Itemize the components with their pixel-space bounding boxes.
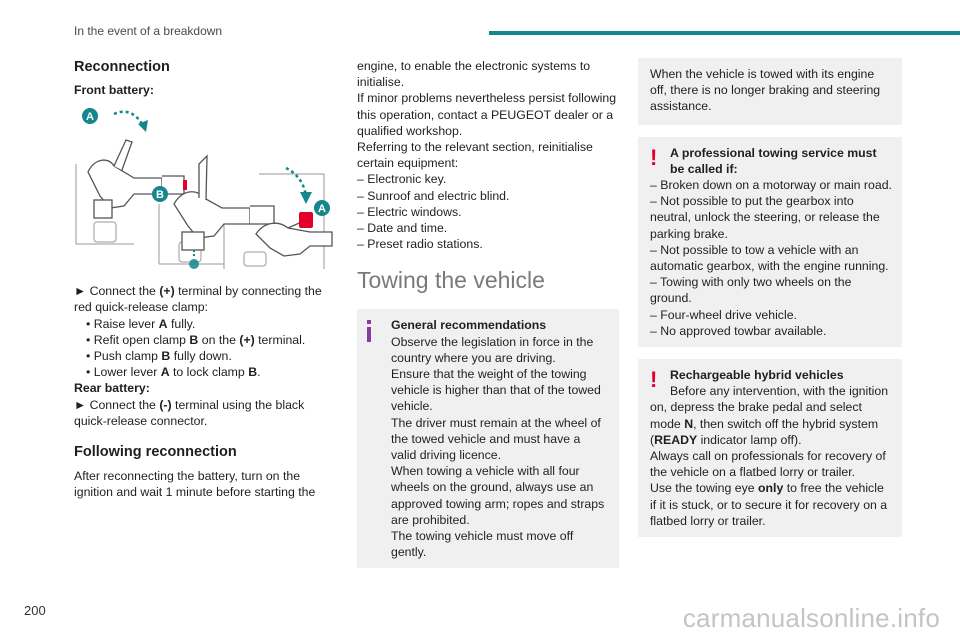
page-number: 200: [24, 603, 46, 618]
towed-engine-off-box: [638, 58, 902, 125]
recommendation-line: The towing vehicle must move off gently.: [391, 529, 574, 560]
list-item: – Date and time.: [357, 221, 448, 236]
battery-clamp-illustration: [74, 104, 334, 269]
warning-icon: !: [650, 367, 658, 393]
list-item: – Not possible to tow a vehicle with an automatic gearbox, with the engine running.: [650, 242, 889, 274]
warning-icon: !: [650, 144, 658, 170]
list-item: – Not possible to put the gearbox into neutral, unlock the steering, or release the parking brake.: [650, 194, 880, 241]
reinitialise-text: Referring to the relevant section, reinitialise certain equipment:: [357, 140, 593, 171]
general-recommendations-box: [357, 309, 619, 568]
list-item: – Towing with only two wheels on the ground.: [650, 275, 852, 306]
recommendation-line: Ensure that the weight of the towing vehicle is higher than that of the towed vehicle.: [391, 367, 601, 414]
front-battery-label: Front battery:: [74, 83, 154, 97]
bullet-raise-lever: • Raise lever A fully.: [86, 316, 196, 331]
professional-towing-box: [638, 137, 902, 347]
towing-section-title: Towing the vehicle: [357, 267, 545, 294]
front-step: ► Connect the (+) terminal by connecting the red quick-release clamp:: [74, 284, 322, 315]
bullet-refit-clamp: • Refit open clamp B on the (+) terminal.: [86, 332, 306, 347]
bullet-push-clamp: • Push clamp B fully down.: [86, 349, 232, 364]
reconnection-heading: Reconnection: [74, 59, 170, 75]
rear-step: ► Connect the (-) terminal using the black quick-release connector.: [74, 397, 305, 428]
illus-label-a2: A: [318, 203, 326, 216]
list-item: – Four-wheel drive vehicle.: [650, 307, 797, 322]
towed-engine-off-text: When the vehicle is towed with its engine off, there is no longer braking and steering assistance.: [650, 67, 881, 114]
minor-problems-text: If minor problems nevertheless persist following this operation, contact a PEUGEOT dealer or a qualified workshop.: [357, 91, 617, 138]
list-item: – Electric windows.: [357, 204, 462, 219]
recommendation-line: When towing a vehicle with all four wheels on the ground, always use an approved towing arm; ropes and straps are prohibited.: [391, 464, 605, 527]
column-1: [74, 58, 334, 500]
rear-battery-label: Rear battery:: [74, 381, 150, 396]
terminal-marker: [189, 259, 199, 269]
list-item: – Broken down on a motorway or main road.: [650, 178, 892, 193]
list-item: – No approved towbar available.: [650, 323, 827, 338]
illus-label-a1: A: [86, 111, 94, 124]
recommendation-line: Observe the legislation in force in the country where you are driving.: [391, 334, 594, 365]
watermark: carmanualsonline.info: [682, 603, 940, 633]
info-icon: [367, 320, 377, 340]
header-accent-bar: [489, 31, 960, 35]
bullet-lower-lever: • Lower lever A to lock clamp B.: [86, 365, 261, 380]
column-2: [357, 58, 619, 568]
hybrid-vehicles-box: [638, 359, 902, 537]
clamp-red-1: [183, 180, 187, 190]
list-item: – Electronic key.: [357, 172, 447, 187]
recommendation-line: The driver must remain at the wheel of the towed vehicle and must have a valid driving licence.: [391, 415, 601, 463]
hybrid-intervention-text: Before any intervention, with the ignition on, depress the brake pedal and select mode N, then switch off the hybrid system (READY indicator lamp off).: [650, 384, 889, 447]
list-item: – Sunroof and electric blind.: [357, 188, 510, 203]
general-recommendations-title: General recommendations: [391, 318, 547, 333]
hybrid-recovery-text: Always call on professionals for recovery of the vehicle on a flatbed lorry or trailer.: [650, 449, 886, 480]
illus-label-b: B: [156, 189, 164, 202]
hybrid-vehicles-title: Rechargeable hybrid vehicles: [670, 368, 844, 383]
continued-text: engine, to enable the electronic systems to initialise.: [357, 59, 591, 90]
towing-eye-text: Use the towing eye only to free the vehicle if it is stuck, or to secure it for recovery on a flatbed lorry or trailer.: [650, 481, 888, 528]
page-header-title: In the event of a breakdown: [74, 24, 223, 38]
professional-towing-title: A professional towing service must be called if:: [670, 145, 877, 176]
following-reconnection-heading: Following reconnection: [74, 444, 237, 461]
clamp-red-lever: [299, 212, 313, 228]
following-text: After reconnecting the battery, turn on the ignition and wait 1 minute before starting the: [74, 469, 316, 500]
list-item: – Preset radio stations.: [357, 237, 483, 252]
column-3: [638, 58, 902, 537]
